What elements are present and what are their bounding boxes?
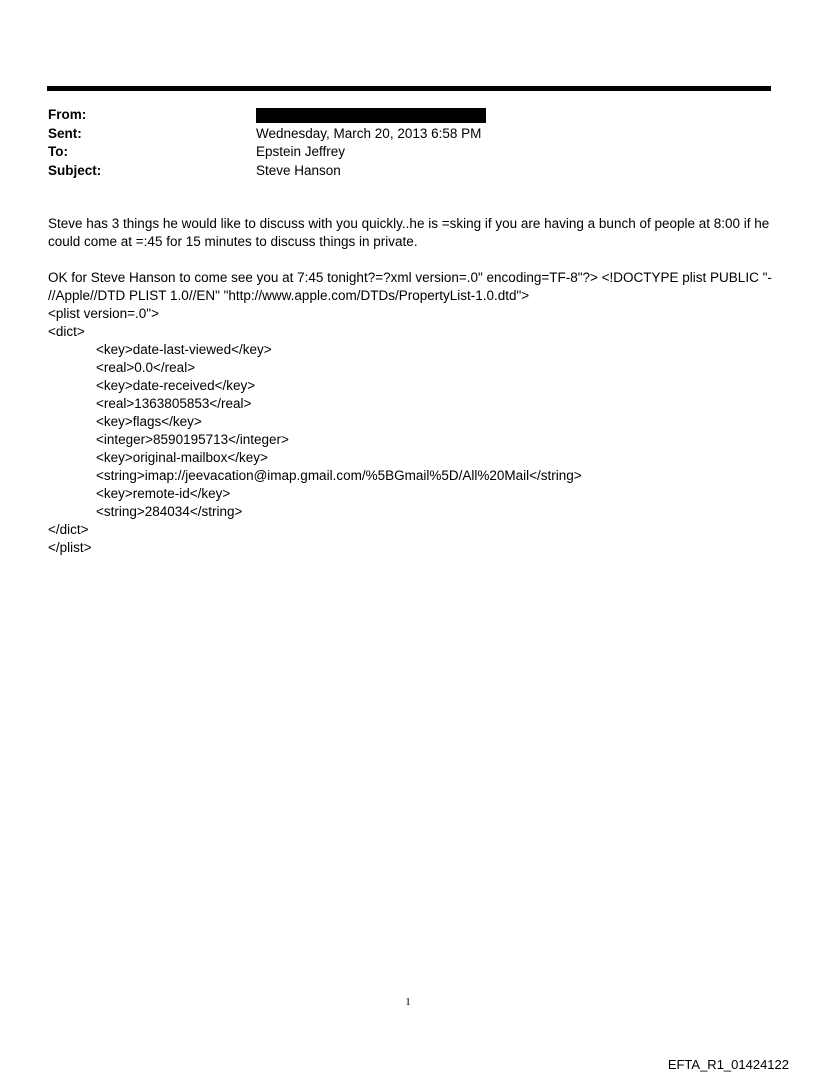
to-value: Epstein Jeffrey bbox=[256, 144, 346, 159]
from-value bbox=[256, 106, 486, 125]
body-paragraph-2-line-1: OK for Steve Hanson to come see you at 7:45 tonight?=?xml version=.0" encoding=TF-8"?> <!DOCTYPE plist PUBLIC "- bbox=[48, 270, 772, 285]
dict-line: <key>date-received</key> bbox=[96, 378, 256, 393]
header-rule bbox=[47, 86, 771, 91]
redaction-box bbox=[256, 108, 486, 123]
dict-line: <real>0.0</real> bbox=[96, 360, 196, 375]
dict-line: <string>imap://jeevacation@imap.gmail.com/%5BGmail%5D/All%20Mail</string> bbox=[96, 468, 582, 483]
to-row bbox=[48, 143, 486, 162]
sent-label: Sent: bbox=[48, 125, 82, 141]
dict-open: <dict> bbox=[48, 324, 85, 339]
dict-line: <key>remote-id</key> bbox=[96, 486, 231, 501]
body-paragraph-1: Steve has 3 things he would like to discuss with you quickly..he is =sking if you are having a bunch of people at 8:00 if he could come at =:45 for 15 minutes to discuss things in private. bbox=[48, 216, 770, 249]
dict-line: <integer>8590195713</integer> bbox=[96, 432, 289, 447]
dict-line: <key>date-last-viewed</key> bbox=[96, 342, 272, 357]
from-row bbox=[48, 106, 486, 125]
dict-line: <key>flags</key> bbox=[96, 414, 202, 429]
dict-line: <string>284034</string> bbox=[96, 504, 243, 519]
dict-line: <real>1363805853</real> bbox=[96, 396, 252, 411]
sent-row bbox=[48, 125, 486, 144]
plist-close: </plist> bbox=[48, 540, 92, 555]
subject-value: Steve Hanson bbox=[256, 162, 341, 178]
subject-label: Subject: bbox=[48, 162, 102, 178]
page-number: 1 bbox=[405, 996, 411, 1008]
sent-value: Wednesday, March 20, 2013 6:58 PM bbox=[256, 125, 482, 141]
email-body bbox=[48, 215, 778, 557]
from-label: From: bbox=[48, 107, 87, 122]
dict-close: </dict> bbox=[48, 522, 89, 537]
email-header bbox=[48, 106, 486, 180]
dict-line: <key>original-mailbox</key> bbox=[96, 450, 268, 465]
body-paragraph-2-line-2: //Apple//DTD PLIST 1.0//EN" "http://www.apple.com/DTDs/PropertyList-1.0.dtd"> bbox=[48, 288, 530, 303]
bates-id: EFTA_R1_01424122 bbox=[667, 1057, 789, 1072]
subject-row bbox=[48, 162, 486, 181]
plist-open: <plist version=.0"> bbox=[48, 306, 159, 321]
to-label: To: bbox=[48, 144, 68, 159]
